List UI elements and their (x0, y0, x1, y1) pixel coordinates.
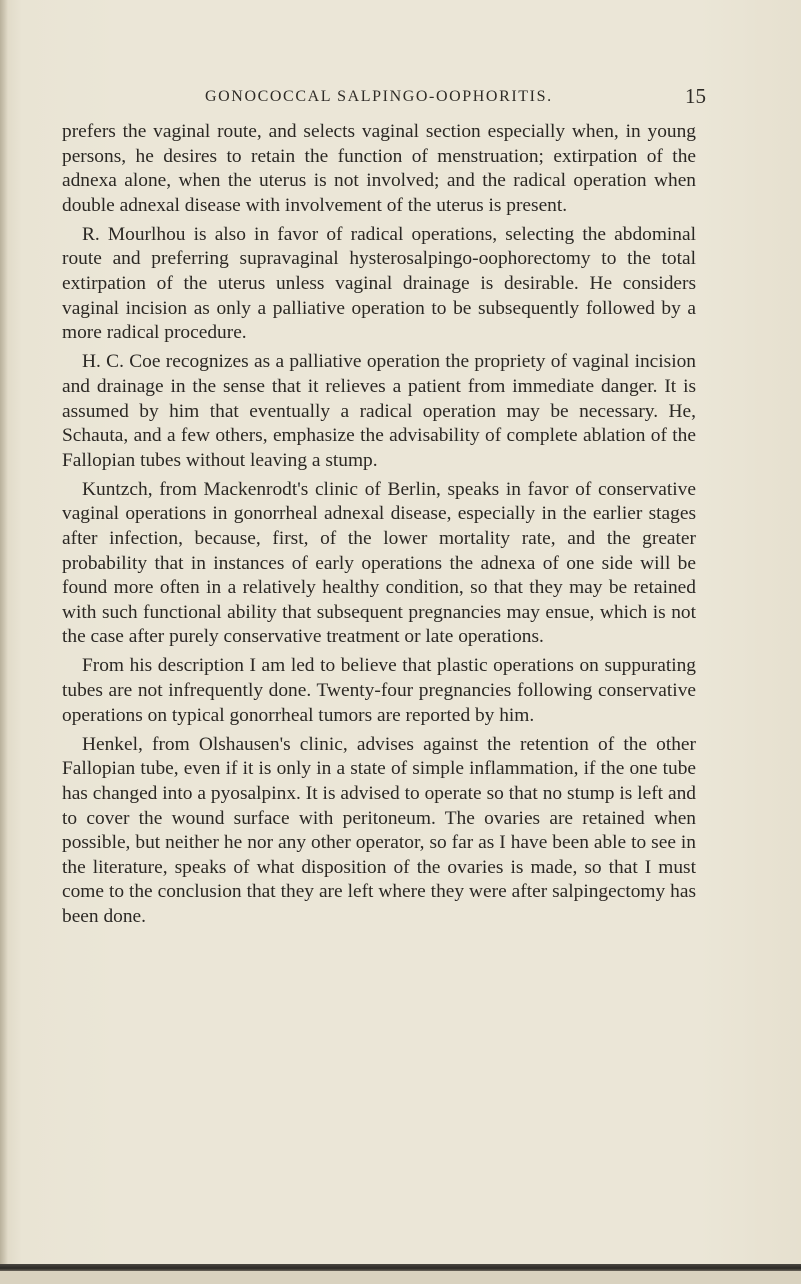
bottom-edge-rule (0, 1264, 801, 1271)
paragraph-2: R. Mourlhou is also in favor of radical operations, selecting the abdominal route and preferring supravaginal hysterosalpingo-oophorectomy to the total extirpation of the uterus unless vaginal drainage is desirable. He considers vaginal incision as only a palliative operation to be subsequently followed by a more radical procedure. (62, 223, 696, 344)
paragraph-1: prefers the vaginal route, and selects vaginal section especially when, in young persons, he desires to retain the function of menstruation; extirpation of the adnexa alone, when the uterus is not involved; and the radical operation when double adnexal disease with involvement of the uterus is present. (62, 121, 696, 216)
paragraph-6: Henkel, from Olshausen's clinic, advises against the retention of the other Fallopian tube, even if it is only in a state of simple inflammation, if the one tube has changed into a pyosalpinx. It is advised to operate so that no stump is left and to cover the wound surface with peritoneum. The ovaries are retained when possible, but neither he nor any other operator, so far as I have been able to see in the literature, speaks of what disposition of the ovaries is made, so that I must come to the conclusion that they are left where they were after salpingectomy has been done. (62, 733, 696, 927)
page-bottom-margin (0, 1271, 801, 1284)
running-head: GONOCOCCAL SALPINGO-OOPHORITIS. (205, 88, 553, 105)
paragraph-5: From his description I am led to believe that plastic operations on suppurating tubes are not infrequently done. Twenty-four pregnancies following conservative operations on typical gonorrheal tumors are reported by him. (62, 655, 696, 726)
paragraph-3: H. C. Coe recognizes as a palliative operation the propriety of vaginal incision and drainage in the sense that it relieves a patient from immediate danger. It is assumed by him that eventually a radical operation may be necessary. He, Schauta, and a few others, emphasize the advisability of complete ablation of the Fallopian tubes without leaving a stump. (62, 351, 696, 471)
paragraph-4: Kuntzch, from Mackenrodt's clinic of Berlin, speaks in favor of conservative vaginal operations in gonorrheal adnexal disease, especially in the earlier stages after infection, because, first, of the lower mortality rate, and the greater probability that in instances of early operations the adnexa of one side will be found more often in a relatively healthy condition, so that they may be retained with such functional ability that subsequent pregnancies may ensue, which is not the case after purely conservative treatment or late operations. (62, 478, 696, 648)
body-text (62, 120, 696, 934)
page-gutter-shadow (0, 0, 8, 1284)
page-number: 15 (685, 84, 706, 108)
